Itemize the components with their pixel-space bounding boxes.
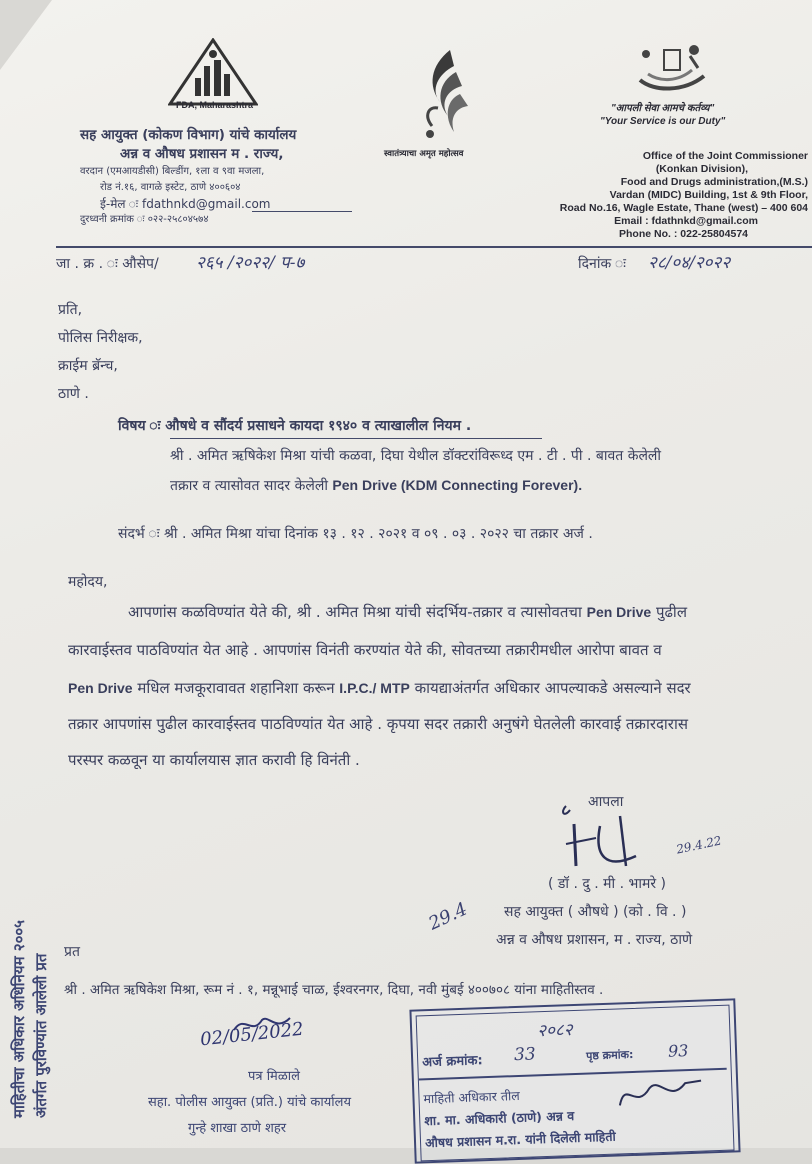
handwritten-initials: 29.4 [425, 898, 471, 935]
rti-stamp [409, 998, 740, 1163]
outward-number-value: २६५ /२०२२/ प-७ [196, 253, 305, 273]
date-label: दिनांक ः [578, 256, 626, 272]
reference-line: संदर्भ ः श्री . अमित मिश्रा यांचा दिनांक १३ . १२ . २०२१ व ०९ . ०३ . २०२२ चा तक्रार अर्ज . [118, 526, 593, 542]
receipt-line1: पत्र मिळाले [248, 1069, 300, 1084]
subject-underline [170, 438, 542, 439]
body-line1 [128, 602, 687, 622]
body-line3-end: कायद्याअंतर्गत अधिकार आपल्याकडे असल्याने सदर [409, 679, 691, 697]
date-value: २८/०४/२०२२ [648, 253, 731, 273]
emblem-caption: FDA, Maharashtra [176, 100, 254, 110]
salutation: महोदय, [68, 574, 108, 590]
receipt-date: 02/05/2022 [199, 1018, 305, 1051]
body-line3-ipc: I.P.C./ MTP [339, 680, 410, 696]
rti-app-value: 33 [513, 1044, 537, 1066]
header-divider [56, 246, 812, 248]
amrit-mahotsav-logo [410, 46, 480, 146]
office-en-line3: Food and Drugs administration,(M.S.) [620, 176, 808, 188]
subject-line2: श्री . अमित ऋषिकेश मिश्रा यांची कळवा, दिघा येथील डॉक्टरांविरूध्द एम . टी . पी . बावत केलेली [170, 448, 662, 464]
body-line2: कारवाईस्तव पाठविण्यांत येत आहे . आपणांस विनंती करण्यांत येते की, सोवतच्या तक्रारीमधील आरोपा बावत व [68, 641, 662, 659]
signatory-title: सह आयुक्त ( औषधे ) (को . वि . ) [504, 904, 687, 920]
rti-line2: शा. मा. अधिकारी (ठाणे) अन्न व [424, 1108, 575, 1129]
signature-date: 29.4.22 [675, 833, 723, 857]
side-rti-stamp-text [8, 920, 52, 1118]
body-line3 [68, 678, 691, 698]
amrit-caption: स्वातंत्र्याचा अमृत महोत्सव [384, 149, 464, 159]
side-text-line1: माहितीचा अधिकार अधिनियम २००५ [10, 920, 28, 1118]
address-line1: वरदान (एमआयडीसी) बिल्डींग, १ला व ९वा मजला, [80, 166, 265, 177]
office-name-line2: अन्न व औषध प्रशासन म . राज्य, [120, 146, 284, 162]
office-en-line4: Vardan (MIDC) Building, 1st & 9th Floor, [609, 189, 808, 201]
receipt-line2: सहा. पोलीस आयुक्त (प्रति.) यांचे कार्यालय [148, 1095, 351, 1110]
copy-label: प्रत [64, 944, 80, 960]
signatory-name: ( डॉ . दु . मी . भामरे ) [548, 876, 666, 892]
office-name-line1: सह आयुक्त (कोकण विभाग) यांचे कार्यालय [80, 127, 297, 143]
addressee-block [58, 296, 143, 408]
office-en-email: Email : fdathnkd@gmail.com [614, 215, 758, 227]
rti-app-label: अर्ज क्रमांक: [422, 1053, 483, 1071]
body-line3-pen-drive: Pen Drive [68, 680, 133, 696]
addressee-line: प्रति, [58, 302, 83, 318]
motto-marathi: "आपली सेवा आमचे कर्तव्य" [611, 103, 715, 114]
subject-line3-text: तक्रार व त्यासोवत सादर केलेली [170, 478, 333, 494]
closing-text: आपला [588, 794, 624, 810]
body-line4: तक्रार आपणांस पुढील कारवाईस्तव पाठविण्यांत येत आहे . कृपया सदर तक्रारी अनुषंगे घेतलेली कारवाई तक्रारदारास [68, 715, 688, 733]
rti-signature [615, 1072, 706, 1115]
rti-number: २०८२ [536, 1020, 573, 1042]
body-pen-drive: Pen Drive [586, 604, 652, 620]
addressee-line: क्राईम ब्रॅन्च, [58, 358, 118, 374]
subject-pen-drive: Pen Drive (KDM Connecting Forever). [332, 477, 583, 493]
handwritten-signature [556, 796, 706, 876]
header-left-office [80, 126, 296, 228]
rti-line3: औषध प्रशासन म.रा. यांनी दिलेली माहिती [424, 1128, 616, 1151]
receipt-line3: गुन्हे शाखा ठाणे शहर [188, 1121, 287, 1136]
body-line1-text: आपणांस कळविण्यांत येते की, श्री . अमित मिश्रा यांची संदर्भिय-तक्रार व त्यासोवतचा [128, 603, 587, 621]
service-duty-logo [634, 40, 714, 98]
outward-number-label: जा . क्र . ः औसेप/ [56, 256, 159, 272]
motto-block [600, 102, 725, 128]
subject-line3 [170, 476, 582, 495]
receipt-signature [232, 1012, 292, 1038]
email-line: ई-मेल ः fdathnkd@gmail.com [100, 197, 271, 211]
body-line3-text: मधिल मजकूरावावत शहानिशा करून [132, 679, 340, 697]
copy-line: श्री . अमित ऋषिकेश मिश्रा, रूम नं . १, मन्नूभाई चाळ, ईश्वरनगर, दिघा, नवी मुंबई ४००७०८ यांना माहितीस्तव . [64, 982, 604, 998]
body-line5: परस्पर कळवून या कार्यालयास ज्ञात करावी हि विनंती . [68, 751, 360, 769]
address-line2: रोड नं.१६, वागळे इस्टेट, ठाणे ४००६०४ [100, 182, 241, 193]
signatory-office: अन्न व औषध प्रशासन, म . राज्य, ठाणे [496, 932, 693, 948]
office-en-phone: Phone No. : 022-25804574 [619, 228, 748, 240]
office-en-line2: (Konkan Division), [655, 163, 748, 175]
header-right-office [560, 150, 808, 241]
rti-page-value: 93 [667, 1041, 689, 1061]
addressee-line: पोलिस निरीक्षक, [58, 330, 143, 346]
rti-line1: माहिती अधिकार तील [423, 1087, 520, 1107]
email-underline [252, 211, 352, 212]
rti-page-label: पृष्ठ क्रमांक: [585, 1047, 634, 1063]
phone-line: दुरध्वनी क्रमांक ः ०२२-२५८०४५७४ [80, 214, 209, 225]
rti-stamp-inner [416, 1005, 735, 1162]
office-en-line1: Office of the Joint Commissioner [642, 150, 808, 162]
motto-english: "Your Service is our Duty" [600, 116, 726, 127]
subject-label: विषय ः औषधे व सौंदर्य प्रसाधने कायदा १९४० व त्याखालील नियम . [118, 418, 472, 434]
office-en-line5: Road No.16, Wagle Estate, Thane (west) – 400 604 [559, 202, 808, 214]
addressee-line: ठाणे . [58, 386, 89, 402]
side-text-line2: अंतर्गत पुरविण्यांत आलेली प्रत [32, 953, 50, 1118]
body-line1-end: पुढील [651, 603, 687, 621]
